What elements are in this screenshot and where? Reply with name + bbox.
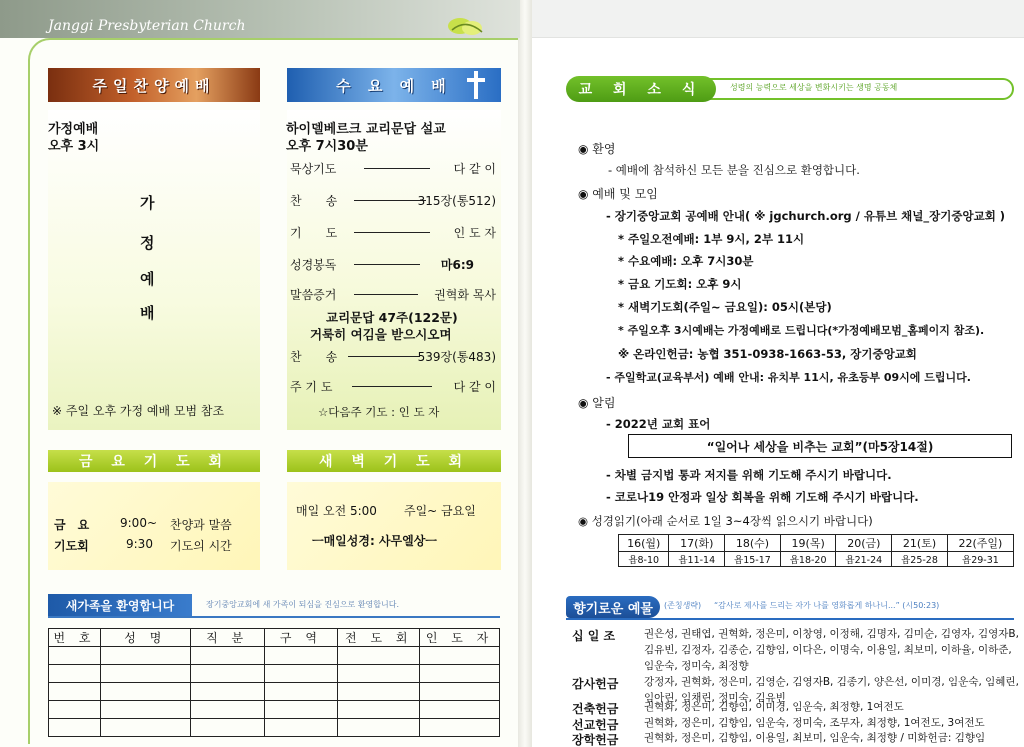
right-header-bar	[532, 0, 1024, 38]
motto-box	[628, 434, 1012, 458]
dawn-time: 매일 오전 5:00	[296, 504, 377, 518]
butterfly-icon	[442, 14, 488, 40]
order-row	[290, 348, 496, 366]
motto-label: - 2022년 교회 표어	[606, 417, 711, 431]
offering-label: 건축헌금	[572, 702, 619, 716]
sermon-title: 교리문답 47주(122문)	[326, 310, 458, 325]
dawn-panel	[287, 482, 501, 570]
worship-vertical-char: 예	[140, 270, 155, 288]
sermon-subtitle: 거룩히 여김을 받으시오며	[310, 327, 452, 342]
welcome-text: - 예배에 참석하신 모든 분을 진심으로 환영합니다.	[608, 163, 860, 177]
offering-label: 장학헌금	[572, 733, 619, 747]
newcomer-header-row	[49, 629, 500, 647]
order-row	[290, 192, 496, 210]
order-value: 마6:9	[440, 258, 474, 272]
newcomer-col: 성 명	[100, 629, 190, 647]
offering-rule	[566, 618, 1014, 620]
leader-line	[352, 386, 432, 387]
friday-header-text: 금 요 기 도 회	[78, 454, 230, 470]
worship-note: ※ 주일 오후 가정 예배 모범 참조	[52, 404, 225, 418]
dawn-bible: ㅡ매일성경: 사무엘상ㅡ	[312, 534, 437, 548]
order-value: 다 같 이	[453, 162, 496, 176]
friday-header	[48, 450, 260, 472]
offering-names: 권혁화, 정은미, 김향임, 이미경, 임운숙, 최정향, 1여전도	[644, 701, 904, 713]
newcomer-title: 새가족을 환영합니다	[65, 598, 175, 613]
newcomer-table	[48, 628, 500, 737]
reading-chapter: 욥8-10	[619, 552, 669, 567]
offering-names: 권혁화, 정은미, 김향임, 임운숙, 정미숙, 조무자, 최정향, 1여전도, 3여전도	[644, 717, 985, 729]
order-label: 성경봉독	[290, 258, 337, 272]
friday-row2-c: 기도의 시간	[170, 539, 232, 553]
worship-header	[48, 68, 260, 102]
offering-label: 선교헌금	[572, 718, 619, 732]
order-value: 315장(통512)	[417, 194, 496, 208]
reading-chapter: 욥29-31	[947, 552, 1013, 567]
reading-chapter: 욥15-17	[725, 552, 781, 567]
reading-chapters-row	[619, 552, 1014, 567]
order-value: 인 도 자	[453, 226, 496, 240]
news-subtitle: 성령의 능력으로 세상을 변화시키는 생명 공동체	[730, 83, 898, 92]
worship-vertical-char: 배	[140, 304, 155, 322]
church-title: Janggi Presbyterian Church	[48, 18, 246, 34]
worship-line2: 오후 3시	[48, 139, 100, 154]
worship-vertical-char: 가	[140, 194, 155, 212]
offering-verse: “감사로 제사를 드리는 자가 나를 영화롭게 하나니...” (시50:23)	[714, 601, 940, 610]
leader-line	[354, 200, 426, 201]
offering-label: 십 일 조	[572, 629, 616, 643]
reading-day: 20(금)	[836, 535, 892, 552]
meet-intro: - 장기중앙교회 공예배 안내( ※ jgchurch.org / 유튜브 채널_장기중앙교회 )	[606, 209, 1006, 223]
newcomer-row	[49, 683, 500, 701]
notice-item: - 코로나19 안정과 일상 회복을 위해 기도해 주시기 바랍니다.	[606, 490, 919, 504]
dawn-header-text: 새 벽 기 도 회	[318, 454, 470, 470]
order-value: 권혁화 목사	[434, 288, 496, 302]
news-header	[566, 76, 716, 102]
worship-header-text: 주일찬양예배	[92, 76, 216, 95]
reading-table	[618, 534, 1014, 567]
meet-item: ※ 온라인헌금: 농협 351-0938-1663-53, 장기중앙교회	[618, 347, 917, 361]
reading-day: 18(수)	[725, 535, 781, 552]
order-row	[290, 286, 496, 304]
wednesday-line1: 하이델베르크 교리문답 설교	[286, 122, 446, 137]
order-row	[290, 256, 496, 274]
offering-names: 강정자, 권혁화, 정은미, 김영순, 김영자B, 김종기, 양은선, 이미경, 임운숙, 임혜린, 임아린, 임채린, 정미숙, 김유빈	[644, 676, 1019, 704]
worship-vertical-char: 정	[140, 234, 155, 252]
reading-chapter: 욥21-24	[836, 552, 892, 567]
reading-chapter: 욥11-14	[669, 552, 725, 567]
news-title: 교 회 소 식	[578, 82, 704, 98]
friday-row2-b: 9:30	[126, 537, 153, 551]
friday-row1-a: 금 요	[54, 518, 90, 532]
reading-chapter: 욥18-20	[780, 552, 836, 567]
newcomer-row	[49, 647, 500, 665]
motto-text: “일어나 세상을 비추는 교회”(마5장14절)	[706, 439, 934, 454]
leader-line	[364, 168, 430, 169]
leader-line	[354, 232, 430, 233]
order-label: 묵상기도	[290, 162, 337, 176]
meet-item: * 주일오후 3시예배는 가정예배로 드립니다(*가정예배모범_홈페이지 참조).	[618, 324, 985, 337]
order-row	[290, 378, 496, 396]
reading-day: 21(토)	[892, 535, 948, 552]
meet-item: * 금요 기도회: 오후 9시	[618, 277, 742, 291]
order-label: 기 도	[290, 226, 338, 240]
next-week-prayer: ☆다음주 기도 : 인 도 자	[318, 405, 440, 419]
newcomer-col: 인 도 자	[420, 629, 500, 647]
newcomer-rule	[48, 616, 500, 618]
reading-title: ◉ 성경읽기(아래 순서로 1일 3~4장씩 읽으시기 바랍니다)	[578, 514, 873, 528]
leader-line	[354, 294, 418, 295]
reading-day: 19(목)	[780, 535, 836, 552]
newcomer-col: 구 역	[264, 629, 338, 647]
dawn-header	[287, 450, 501, 472]
meet-title: ◉ 예배 및 모임	[578, 187, 658, 201]
friday-row1-b: 9:00~	[120, 516, 158, 530]
reading-day: 17(화)	[669, 535, 725, 552]
newcomer-col: 번 호	[49, 629, 101, 647]
worship-line1: 가정예배	[48, 122, 99, 137]
offering-header	[566, 596, 660, 618]
newcomer-header	[48, 594, 192, 616]
notice-item: - 차별 금지법 통과 저지를 위해 기도해 주시기 바랍니다.	[606, 468, 892, 482]
offering-tag: (존칭생략)	[664, 601, 702, 610]
wednesday-header	[287, 68, 501, 102]
school-info: - 주일학교(교육부서) 예배 안내: 유치부 11시, 유초등부 09시에 드립니다.	[606, 371, 971, 384]
order-label: 말씀증거	[290, 288, 337, 302]
order-row	[290, 224, 496, 242]
leader-line	[348, 356, 420, 357]
dawn-days: 주일~ 금요일	[404, 504, 476, 518]
order-value: 다 같 이	[453, 380, 496, 394]
offering-names: 권혁화, 정은미, 김향임, 이용일, 최보미, 임운숙, 최정향 / 미화헌금: 김향임	[644, 732, 986, 744]
newcomer-note: 장기중앙교회에 새 가족이 되심을 진심으로 환영합니다.	[206, 600, 399, 609]
order-label: 찬 송	[290, 194, 338, 208]
reading-day: 16(월)	[619, 535, 669, 552]
order-label: 찬 송	[290, 350, 338, 364]
newcomer-col: 직 분	[190, 629, 264, 647]
offering-title: 향기로운 예물	[573, 601, 653, 617]
order-row	[290, 160, 496, 178]
meet-item: * 주일오전예배: 1부 9시, 2부 11시	[618, 232, 805, 246]
meet-item: * 수요예배: 오후 7시30분	[618, 254, 754, 268]
newcomer-col: 전 도 회	[338, 629, 420, 647]
friday-row1-c: 찬양과 말씀	[170, 518, 232, 532]
order-value: 539장(통483)	[417, 350, 496, 364]
newcomer-row	[49, 665, 500, 683]
reading-day: 22(주일)	[947, 535, 1013, 552]
wednesday-header-text: 수 요 예 배	[336, 76, 452, 95]
offering-label: 감사헌금	[572, 677, 619, 691]
newcomer-row	[49, 701, 500, 719]
welcome-title: ◉ 환영	[578, 142, 616, 156]
reading-chapter: 욥25-28	[892, 552, 948, 567]
friday-row2-a: 기도회	[54, 539, 89, 553]
notice-title: ◉ 알림	[578, 396, 616, 410]
reading-days-row	[619, 535, 1014, 552]
meet-item: * 새벽기도회(주일~ 금요일): 05시(본당)	[618, 300, 832, 314]
newcomer-row	[49, 719, 500, 737]
offering-names: 권은성, 권태엽, 권혁화, 정은미, 이창영, 이정해, 김명자, 김미순, 김영자, 김영자B, 김유빈, 김정자, 김종순, 김향임, 이다은, 이명숙, 이용일, 최보미, 이하율, 이하준, 임운숙, 정미숙, 최정향	[644, 628, 1019, 672]
leader-line	[354, 264, 420, 265]
wednesday-line2: 오후 7시30분	[286, 139, 368, 154]
cross-icon	[465, 71, 487, 99]
page-spine	[518, 0, 532, 747]
order-label: 주 기 도	[290, 380, 333, 394]
